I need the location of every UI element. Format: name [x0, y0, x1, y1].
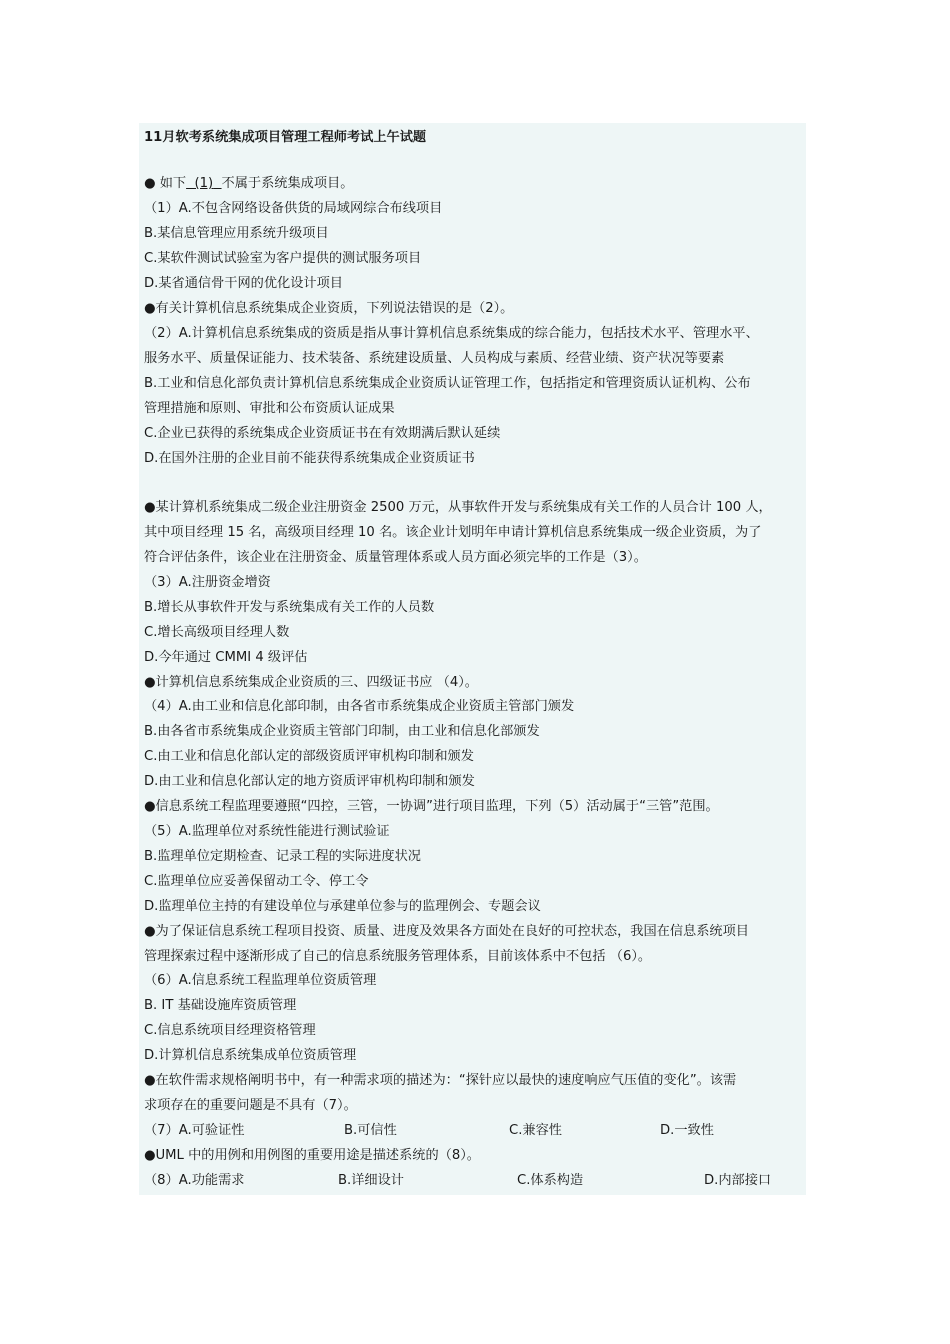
page-title: 11月软考系统集成项目管理工程师考试上午试题 — [144, 130, 427, 145]
question-4-option-b: B.由各省市系统集成企业资质主管部门印制，由工业和信息化部颁发 — [144, 724, 540, 739]
question-4-option-a: （4）A.由工业和信息化部印制，由各省市系统集成企业资质主管部门颁发 — [144, 699, 575, 714]
question-7-option-a: （7）A.可验证性 — [144, 1123, 245, 1138]
question-7-option-b: B.可信性 — [344, 1123, 397, 1138]
question-4-option-d: D.由工业和信息化部认定的地方资质评审机构印制和颁发 — [144, 774, 475, 789]
question-4-option-c: C.由工业和信息化部认定的部级资质评审机构印制和颁发 — [144, 749, 474, 764]
question-7-option-c: C.兼容性 — [509, 1123, 562, 1138]
question-1-option-d: D.某省通信骨干网的优化设计项目 — [144, 276, 343, 291]
question-6-option-c: C.信息系统项目经理资格管理 — [144, 1023, 316, 1038]
question-1-suffix: 不属于系统集成项目。 — [221, 176, 354, 191]
question-2-option-b-line1: B.工业和信息化部负责计算机信息系统集成企业资质认证管理工作，包括指定和管理资质认证机构、公布 — [144, 376, 751, 391]
question-6-option-d: D.计算机信息系统集成单位资质管理 — [144, 1048, 357, 1063]
question-8-option-b: B.详细设计 — [338, 1173, 404, 1188]
question-3-stem-line2: 其中项目经理 15 名，高级项目经理 10 名。该企业计划明年申请计算机信息系统集成一级企业资质，为了 — [144, 525, 762, 540]
question-1-option-a: （1）A.不包含网络设备供货的局域网综合布线项目 — [144, 201, 443, 216]
question-4-stem: ●计算机信息系统集成企业资质的三、四级证书应 （4）。 — [144, 675, 478, 690]
question-6-stem-line1: ●为了保证信息系统工程项目投资、质量、进度及效果各方面处在良好的可控状态，我国在信息系统项目 — [144, 924, 749, 939]
question-5-option-d: D.监理单位主持的有建设单位与承建单位参与的监理例会、专题会议 — [144, 899, 541, 914]
question-1-blank: (1) — [194, 176, 214, 191]
exam-content — [139, 123, 806, 1195]
question-3-stem-line1: ●某计算机系统集成二级企业注册资金 2500 万元，从事软件开发与系统集成有关工作的人员合计 100 人， — [144, 500, 772, 515]
question-6-option-b: B. IT 基础设施库资质管理 — [144, 998, 297, 1013]
question-7-option-d: D.一致性 — [660, 1123, 714, 1138]
question-5-option-a: （5）A.监理单位对系统性能进行测试验证 — [144, 824, 390, 839]
question-2-option-a-line1: （2）A.计算机信息系统集成的资质是指从事计算机信息系统集成的综合能力，包括技术水平、管理水平、 — [144, 326, 759, 341]
question-8-option-a: （8）A.功能需求 — [144, 1173, 245, 1188]
question-2-option-b-line2: 管理措施和原则、审批和公布资质认证成果 — [144, 401, 395, 416]
question-3-option-c: C.增长高级项目经理人数 — [144, 625, 290, 640]
question-1-prefix: ● 如下 — [144, 176, 187, 191]
question-8-option-c: C.体系构造 — [517, 1173, 584, 1188]
question-5-option-b: B.监理单位定期检查、记录工程的实际进度状况 — [144, 849, 421, 864]
question-5-option-c: C.监理单位应妥善保留动工令、停工令 — [144, 874, 369, 889]
question-2-option-c: C.企业已获得的系统集成企业资质证书在有效期满后默认延续 — [144, 426, 501, 441]
question-2-option-a-line2: 服务水平、质量保证能力、技术装备、系统建设质量、人员构成与素质、经营业绩、资产状况等要素 — [144, 351, 725, 366]
question-5-stem: ●信息系统工程监理要遵照“四控，三管，一协调”进行项目监理，下列（5）活动属于“三管”范围。 — [144, 799, 719, 814]
question-2-option-d: D.在国外注册的企业目前不能获得系统集成企业资质证书 — [144, 451, 475, 466]
question-3-stem-line3: 符合评估条件，该企业在注册资金、质量管理体系或人员方面必须完毕的工作是（3）。 — [144, 550, 647, 565]
question-3-option-b: B.增长从事软件开发与系统集成有关工作的人员数 — [144, 600, 435, 615]
question-1-option-c: C.某软件测试试验室为客户提供的测试服务项目 — [144, 251, 422, 266]
question-1-stem — [144, 175, 806, 193]
question-8-stem: ●UML 中的用例和用例图的重要用途是描述系统的（8）。 — [144, 1148, 480, 1163]
question-3-option-d: D.今年通过 CMMI 4 级评估 — [144, 650, 308, 665]
question-3-option-a: （3）A.注册资金增资 — [144, 575, 271, 590]
question-7-stem-line2: 求项存在的重要问题是不具有（7）。 — [144, 1098, 357, 1113]
question-2-stem: ●有关计算机信息系统集成企业资质，下列说法错误的是（2）。 — [144, 301, 514, 316]
question-6-option-a: （6）A.信息系统工程监理单位资质管理 — [144, 973, 377, 988]
question-6-stem-line2: 管理探索过程中逐渐形成了自己的信息系统服务管理体系，目前该体系中不包括 （6）。 — [144, 949, 652, 964]
question-7-stem-line1: ●在软件需求规格阐明书中，有一种需求项的描述为：“探针应以最快的速度响应气压值的变化”。该需 — [144, 1073, 737, 1088]
question-8-option-d: D.内部接口 — [704, 1173, 772, 1188]
question-1-option-b: B.某信息管理应用系统升级项目 — [144, 226, 329, 241]
